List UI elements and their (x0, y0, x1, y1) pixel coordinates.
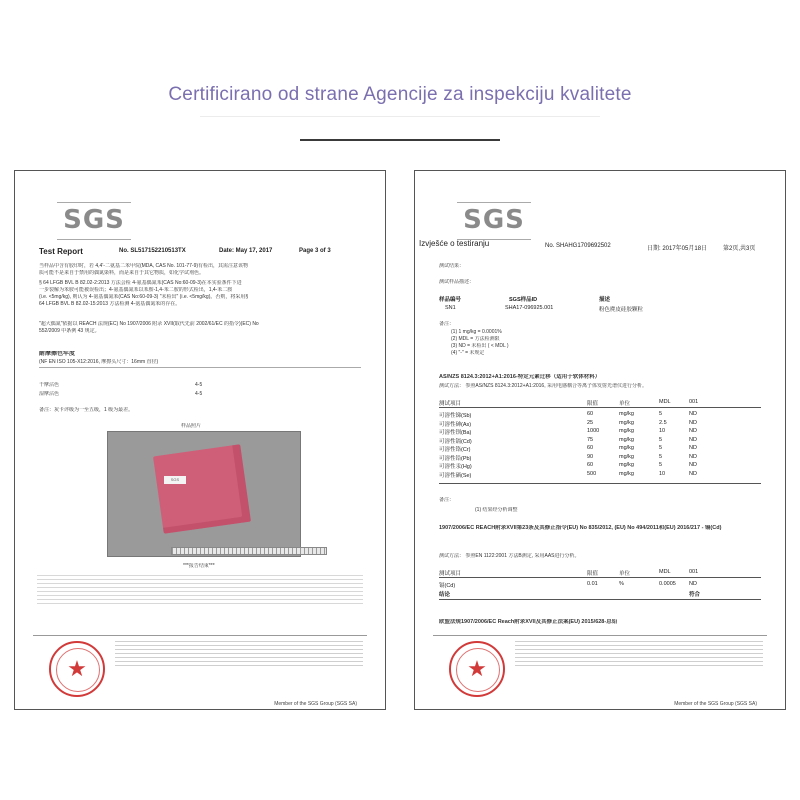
table-header (439, 399, 761, 406)
sgs-logo: SGS (459, 205, 529, 235)
cell: 10 (659, 470, 666, 477)
table-row (439, 445, 761, 452)
cell: 可溶性钡(Ba) (439, 430, 472, 436)
cell: 描述 (599, 297, 611, 303)
test-report-left (14, 170, 386, 710)
certification-stamp-icon: ★ (449, 641, 505, 697)
certification-stamp-icon: ★ (49, 641, 105, 697)
test-results-label: 测试结果： (439, 263, 465, 269)
cell: 镉(Cd) (439, 583, 456, 589)
table-rule (439, 483, 761, 484)
report-page: 第2页,共3页 (723, 246, 756, 252)
report-date: Date: May 17, 2017 (219, 248, 273, 254)
divider (39, 367, 361, 368)
cell: 单位 (619, 571, 631, 577)
cell: ND (689, 411, 697, 417)
conclusion-row (439, 590, 761, 597)
cell: 可溶性砷(As) (439, 421, 472, 428)
cell: ND (689, 428, 697, 434)
body-line: 552/2009 中条例 43 规定。 (39, 328, 100, 334)
cell: 限值 (587, 401, 599, 407)
cell: 0.01 (587, 581, 598, 587)
note-line: (1) 1 mg/kg = 0.0001% (451, 329, 502, 335)
body-line: (i.e. <5mg/kg), 则认为 4-氨基偶氮苯(CAS No:60-09-3) "未检出" (i.e. <5mg/kg)。否则，将采用§ (39, 294, 249, 300)
member-note: Member of the SGS Group (SGS SA) (674, 701, 757, 707)
cell: 可溶性硒(Se) (439, 472, 472, 479)
table-row (439, 411, 761, 418)
table-rule (439, 577, 761, 578)
method-line: (NF EN ISO 105-X12:2016, 摩擦头尺寸：16mm 直径) (39, 359, 159, 365)
result-value: 4-5 (195, 391, 203, 397)
cell: 001 (689, 569, 699, 575)
conclusion-label: 结论 (439, 592, 451, 598)
cell: 可溶性汞(Hg) (439, 464, 472, 470)
cell: MDL (659, 399, 671, 405)
section-title: 欧盟法规1907/2006/EC Reach附录XVII及其修正法案(EU) 2015/628-总铅 (439, 619, 618, 625)
cell: mg/kg (619, 445, 634, 451)
cell: 60 (587, 462, 594, 468)
pink-towel-image (153, 444, 251, 533)
decorative-line (200, 116, 600, 117)
cell: MDL (659, 569, 671, 575)
sample-desc-label: 测试样品描述： (439, 279, 475, 285)
note-line: (2) MDL = 方法检测限 (451, 336, 500, 342)
sample-tag: SGS (164, 476, 186, 484)
cell: 测试项目 (439, 401, 462, 407)
cell: 5 (659, 462, 663, 468)
cell: 10 (659, 428, 666, 434)
table-row (439, 462, 761, 469)
sample-header (439, 295, 761, 302)
report-title: Test Report (39, 247, 83, 256)
cell: 限值 (587, 571, 599, 577)
cell: mg/kg (619, 419, 634, 426)
cell: 样品编号 (439, 297, 462, 303)
end-note: ***报告结束*** (183, 563, 215, 569)
cell: 75 (587, 436, 594, 443)
cell: 可溶性铬(Cr) (439, 447, 471, 453)
table-row (439, 437, 761, 444)
cell: 5 (659, 411, 663, 417)
cell: 可溶性锑(Sb) (439, 413, 472, 419)
cell: ND (689, 453, 697, 460)
cell: 单位 (619, 401, 631, 407)
headline-underline (300, 139, 500, 141)
headline: Certificirano od strane Agencije za inspekciju kvalitete (168, 84, 632, 105)
result-label: 湿摩沾色 (39, 391, 60, 397)
section-title: 1907/2006/EC REACH附录XVII第23条及其修正指令(EU) No 835/2012, (EU) No 494/2011和(EU) 2016/217 - 镉(Cd) (439, 525, 722, 531)
remark-label: 备注： (439, 497, 455, 503)
body-line: 一步裂解为苯胺可能被误检出；4-氨基偶氮苯以苯胺-1,4-苯二胺的形式检出，1,4-苯二胺 (39, 287, 233, 293)
cell: 1000 (587, 428, 600, 434)
cell: 5 (659, 436, 663, 443)
footer-fine-print (515, 641, 763, 667)
cell: 5 (659, 445, 663, 451)
sgs-logo: SGS (59, 205, 129, 235)
table-row (439, 581, 761, 588)
report-page: Page 3 of 3 (299, 248, 331, 254)
cell: 90 (587, 453, 594, 460)
cell: ND (689, 419, 697, 426)
body-line: 64 LFGB BVL B 82.02-15:2013 方法检测 4-氨基偶氮苯的存在。 (39, 301, 181, 307)
report-title: Izvješće o testiranju (419, 239, 490, 248)
body-line: 质可能不是来自于禁用的偶氮染料，而是来自于其它物质，如化学试剂色。 (39, 270, 205, 276)
cell: ND (689, 462, 697, 468)
table-header (439, 569, 761, 576)
cell: 0.0005 (659, 581, 676, 587)
remark-line: 备注：灰卡评级为一至五级，1 级为最差。 (39, 407, 134, 413)
cell: ND (689, 436, 697, 443)
table-rule (439, 599, 761, 600)
member-note: Member of the SGS Group (SGS SA) (274, 701, 357, 707)
cell: 可溶性镉(Cd) (439, 438, 472, 445)
cell: mg/kg (619, 411, 634, 417)
result-label: 干摩沾色 (39, 382, 60, 388)
cell: 60 (587, 411, 594, 417)
table-row (439, 428, 761, 435)
method-line: 测试方法： 参照EN 1122:2001 方法B测定, 采用AAS进行分析。 (439, 553, 580, 559)
cell: 测试项目 (439, 571, 462, 577)
result-value: 4-5 (195, 382, 203, 388)
cell: 2.5 (659, 419, 667, 426)
cell: % (619, 581, 624, 587)
body-line: § 64 LFGB BVL B 82.02-2:2013 方法会检 4-氨基偶氮苯(CAS No:60-09-3)在本实验条件下进 (39, 280, 242, 286)
cell: 500 (587, 470, 597, 477)
table-row (439, 454, 761, 461)
table-row (439, 471, 761, 478)
cell: mg/kg (619, 470, 634, 477)
cell: 60 (587, 445, 594, 451)
cell: 可溶性铅(Pb) (439, 455, 472, 462)
report-date: 日期: 2017年05月18日 (647, 246, 708, 252)
photo-caption: 样品照片 (181, 423, 202, 429)
body-line: "超大偶氮"依据以 REACH 法规(EC) No 1907/2006 附录 XVII(取代先前 2002/61/EC 的指令)(EC) No (39, 321, 259, 327)
cell: SGS样品ID (509, 297, 538, 303)
notes-label: 备注： (439, 321, 455, 327)
table-rule (439, 407, 761, 408)
report-number: No. SHAHG1709692502 (545, 243, 611, 249)
cell: mg/kg (619, 436, 634, 443)
body-line: 当样品中含有胶印时，若 4,4'-二氨基二苯甲烷(MDA, CAS No. 101-77-9)有检出，其需注意该物 (39, 263, 249, 269)
cell: 25 (587, 419, 594, 426)
cell: mg/kg (619, 428, 634, 434)
cell: mg/kg (619, 462, 634, 468)
section-title: AS/NZS 8124.3:2012+A1:2016-特定元素迁移（适用于软体材料） (439, 374, 601, 380)
sample-row (439, 305, 761, 312)
cell: ND (689, 470, 697, 477)
table-row (439, 420, 761, 427)
remark-line: (1) 结果经分析调整 (475, 507, 518, 513)
method-line: 测试方法： 参照AS/NZS 8124.3:2012+A1:2016, 采用电感耦合等离子体发射光谱仪进行分析。 (439, 383, 647, 389)
test-report-right (414, 170, 786, 710)
section-title: 耐摩擦色牢度 (39, 351, 76, 357)
note-line: (4) "-" = 未规定 (451, 350, 485, 356)
fine-print (37, 575, 363, 607)
cell: SHA17-096925.001 (505, 305, 554, 311)
report-number: No. SL517152210513TX (119, 248, 186, 254)
cell: SN1 (445, 305, 456, 311)
cell: 5 (659, 453, 663, 460)
cell: mg/kg (619, 453, 634, 460)
cell: ND (689, 581, 697, 587)
note-line: (3) ND = 未检出 ( < MDL ) (451, 343, 509, 349)
cell: ND (689, 445, 697, 451)
ruler-image (171, 547, 327, 555)
footer-fine-print (115, 641, 363, 667)
cell: 001 (689, 399, 699, 405)
conclusion-value: 符合 (689, 592, 701, 598)
cell: 粉色麂皮硅胶颗粒 (599, 307, 644, 313)
sample-photo (107, 431, 301, 557)
